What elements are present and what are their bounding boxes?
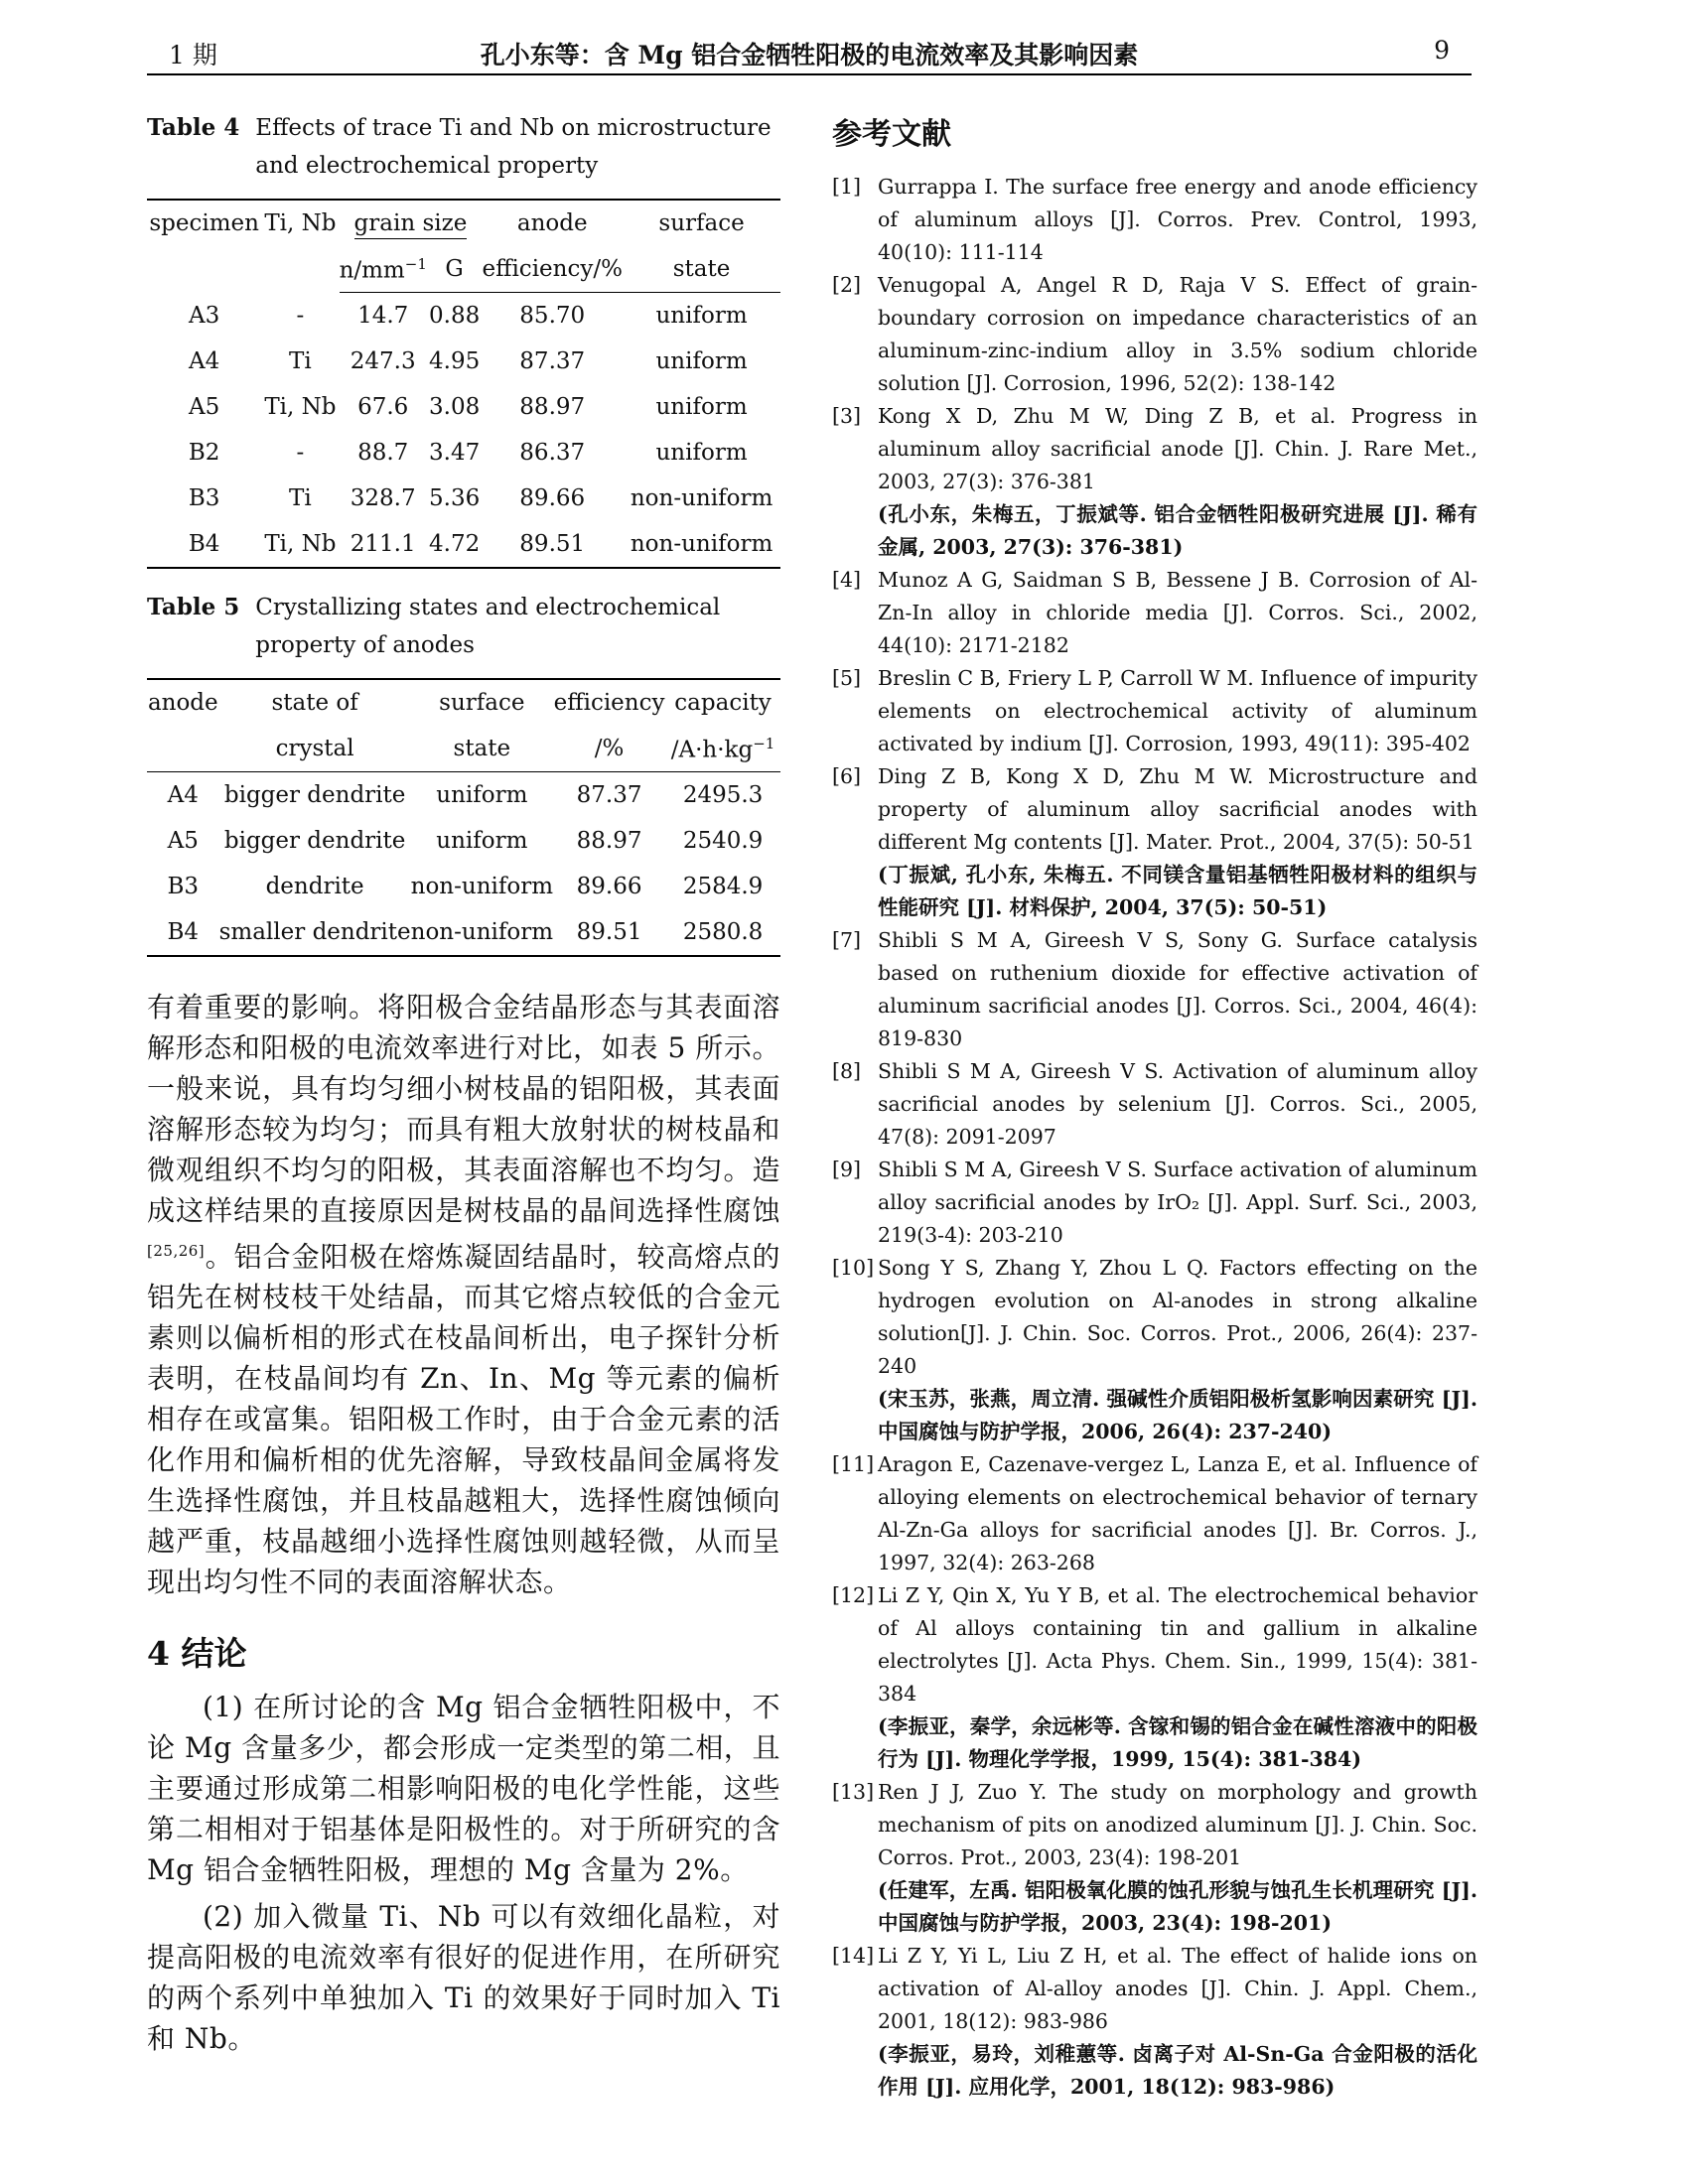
table5-head-state-of: state of [219, 679, 411, 726]
table5-header-row-2 [147, 726, 780, 772]
reference-text [878, 924, 1477, 1055]
reference-citation: Shibli S M A, Gireesh V S, Sony G. Surface catalysis based on ruthenium dioxide for effective activation of aluminum sacrificial anodes [J]. Corros. Sci., 2004, 46(4): 819-830 [878, 928, 1477, 1050]
reference-text [878, 1252, 1477, 1448]
table4-head-efficiency: efficiency/% [482, 246, 623, 293]
table4-head-tinb: Ti, Nb [261, 200, 339, 246]
table4-head-n: $n/mm^{-1}$ [340, 246, 427, 293]
table4-head-g: G [427, 246, 482, 293]
reference-item [832, 1579, 1477, 1776]
table4-label: Table 4 [147, 114, 240, 141]
table-row: B3 dendrite non-uniform 89.66 2584.9 [167, 874, 764, 899]
table4-header-row-1 [147, 200, 780, 246]
reference-item [832, 1776, 1477, 1940]
reference-text [878, 1448, 1477, 1579]
reference-chinese-citation: (宋玉苏，张燕，周立清. 强碱性介质铝阳极析氢影响因素研究 [J]. 中国腐蚀与防护学报，2006, 26(4): 237-240) [878, 1387, 1477, 1443]
table4-head-anode: anode [482, 200, 623, 246]
table5-caption [147, 589, 780, 664]
reference-item [832, 1448, 1477, 1579]
reference-number: [6] [832, 764, 862, 788]
table4 [147, 199, 780, 569]
table4-head-state: state [623, 246, 780, 293]
reference-number: [2] [832, 273, 862, 297]
reference-text [878, 1579, 1477, 1776]
table4-caption-text: Effects of trace Ti and Nb on microstructure and electrochemical property [255, 115, 772, 179]
reference-text [878, 760, 1477, 924]
section-heading: 4 结论 [147, 1634, 247, 1674]
reference-item [832, 1055, 1477, 1154]
reference-number: [3] [832, 404, 862, 428]
running-title: 孔小东等：含 Mg 铝合金牺牲阳极的电流效率及其影响因素 [480, 41, 1139, 69]
table5-head-pct: /% [553, 726, 665, 772]
reference-text [878, 269, 1477, 400]
reference-item [832, 1940, 1477, 2104]
table4-head-grain-size: grain size [340, 200, 483, 246]
table-row: A4 bigger dendrite uniform 87.37 2495.3 [167, 782, 764, 808]
references-list [832, 171, 1477, 2104]
table5-header-row-1 [147, 679, 780, 726]
reference-number: [1] [832, 175, 862, 199]
table5-head-surface: surface [411, 679, 553, 726]
table-row: A4 Ti 247.3 4.95 87.37 uniform [188, 348, 748, 374]
table5-head-crystal: crystal [219, 726, 411, 772]
table-row: B4 smaller dendrite non-uniform 89.51 2580.8 [147, 909, 780, 956]
conclusion-1: (1) 在所讨论的含 Mg 铝合金牺牲阳极中，不论 Mg 含量多少，都会形成一定类型的第二相，且主要通过形成第二相影响阳极的电化学性能，这些第二相相对于铝基体是阳极性的。对于所研究的含 Mg 铝合金牺牲阳极，理想的 Mg 含量为 2%。 [147, 1691, 780, 1887]
table5-head-anode: anode [147, 679, 219, 726]
reference-text [878, 1776, 1477, 1940]
reference-citation: Venugopal A, Angel R D, Raja V S. Effect of grain-boundary corrosion on impedance characteristics of an aluminum-zinc-indium alloy in 3.5% sodium chloride solution [J]. Corrosion, 1996, 52(2): 138-142 [878, 273, 1477, 395]
table5-label: Table 5 [147, 594, 240, 620]
table4-head-specimen: specimen [147, 200, 261, 246]
references-heading: 参考文献 [832, 117, 951, 152]
table-row: A5 bigger dendrite uniform 88.97 2540.9 [167, 828, 764, 854]
reference-text [878, 662, 1477, 760]
reference-item [832, 1252, 1477, 1448]
reference-text [878, 1055, 1477, 1154]
reference-number: [7] [832, 928, 862, 952]
reference-citation: Li Z Y, Yi L, Liu Z H, et al. The effect of halide ions on activation of Al-alloy anodes [J]. Chin. J. Appl. Chem., 2001, 18(12): 983-986 [878, 1944, 1477, 2033]
reference-text [878, 564, 1477, 662]
reference-citation: Li Z Y, Qin X, Yu Y B, et al. The electrochemical behavior of Al alloys containing tin and gallium in alkaline electrolytes [J]. Acta Phys. Chem. Sin., 1999, 15(4): 381-384 [878, 1583, 1477, 1706]
table4-header-row-2 [147, 246, 780, 293]
page-number: 9 [1434, 36, 1450, 65]
reference-number: [14] [832, 1944, 875, 1968]
table-row: A3 - 14.7 0.88 85.70 uniform [188, 302, 748, 329]
reference-citation: Ding Z B, Kong X D, Zhu M W. Microstructure and property of aluminum alloy sacrificial anodes with different Mg contents [J]. Mater. Prot., 2004, 37(5): 50-51 [878, 764, 1477, 854]
reference-citation: Song Y S, Zhang Y, Zhou L Q. Factors effecting on the hydrogen evolution on Al-anodes in strong alkaline solution[J]. J. Chin. Soc. Corros. Prot., 2006, 26(4): 237-240 [878, 1256, 1477, 1378]
reference-item [832, 662, 1477, 760]
table-row: B3 Ti 328.7 5.36 89.66 non-uniform [188, 485, 774, 511]
issue-number: 1 期 [169, 41, 217, 69]
table5-head-efficiency: efficiency [553, 679, 665, 726]
reference-citation: Kong X D, Zhu M W, Ding Z B, et al. Progress in aluminum alloy sacrificial anode [J]. Chin. J. Rare Met., 2003, 27(3): 376-381 [878, 404, 1477, 493]
reference-number: [11] [832, 1452, 875, 1476]
reference-citation: Shibli S M A, Gireesh V S. Surface activation of aluminum alloy sacrificial anodes by IrO₂ [J]. Appl. Surf. Sci., 2003, 219(3-4): 203-210 [878, 1158, 1477, 1247]
table5-caption-text: Crystallizing states and electrochemical property of anodes [255, 595, 721, 658]
reference-chinese-citation: (任建军，左禹. 铝阳极氧化膜的蚀孔形貌与蚀孔生长机理研究 [J]. 中国腐蚀与防护学报，2003, 23(4): 198-201) [878, 1878, 1477, 1935]
reference-chinese-citation: (李振亚，易玲，刘稚蕙等. 卤离子对 Al-Sn-Ga 合金阳极的活化作用 [J]. 应用化学，2001, 18(12): 983-986) [878, 2042, 1477, 2099]
table4-caption [147, 109, 780, 185]
reference-chinese-citation: (孔小东，朱梅五，丁振斌等. 铝合金牺牲阳极研究进展 [J]. 稀有金属, 2003, 27(3): 376-381) [878, 502, 1477, 559]
reference-text [878, 400, 1477, 564]
conclusion-2: (2) 加入微量 Ti、Nb 可以有效细化晶粒，对提高阳极的电流效率有很好的促进作用，在所研究的两个系列中单独加入 Ti 的效果好于同时加入 Ti 和 Nb。 [147, 1900, 780, 2056]
table-row: B4 Ti, Nb 211.1 4.72 89.51 non-uniform [147, 521, 780, 568]
reference-item [832, 400, 1477, 564]
reference-chinese-citation: (李振亚，秦学，余远彬等. 含镓和锡的铝合金在碱性溶液中的阳极行为 [J]. 物理化学学报，1999, 15(4): 381-384) [878, 1714, 1477, 1771]
table-row: A5 Ti, Nb 67.6 3.08 88.97 uniform [188, 394, 748, 420]
reference-number: [5] [832, 666, 862, 690]
reference-item [832, 760, 1477, 924]
reference-citation: Ren J J, Zuo Y. The study on morphology and growth mechanism of pits on anodized aluminum [J]. J. Chin. Soc. Corros. Prot., 2003, 23(4): 198-201 [878, 1780, 1477, 1869]
reference-number: [9] [832, 1158, 862, 1181]
table5-head-capacity: capacity [665, 679, 780, 726]
body-paragraph: 有着重要的影响。将阳极合金结晶形态与其表面溶解形态和阳极的电流效率进行对比，如表 5 所示。一般来说，具有均匀细小树枝晶的铝阳极，其表面溶解形态较为均匀；而具有粗大放射状的树枝晶和微观组织不均匀的阳极，其表面溶解也不均匀。造成这样结果的直接原因是树枝晶的晶间选择性腐蚀 [25,26]。铝合金阳极在熔炼凝固结晶时，较高熔点的铝先在树枝枝干处结晶，而其它熔点较低的合金元素则以偏析相的形式在枝晶间析出，电子探针分析表明，在枝晶间均有 Zn、In、Mg 等元素的偏析相存在或富集。铝阳极工作时，由于合金元素的活化作用和偏析相的优先溶解，导致枝晶间金属将发生选择性腐蚀，并且枝晶越粗大，选择性腐蚀倾向越严重，枝晶越细小选择性腐蚀则越轻微，从而呈现出均匀性不同的表面溶解状态。 [147, 991, 780, 1599]
reference-item [832, 171, 1477, 269]
reference-citation: Breslin C B, Friery L P, Carroll W M. Influence of impurity elements on electrochemical activity of aluminum activated by indium [J]. Corrosion, 1993, 49(11): 395-402 [878, 666, 1477, 755]
reference-number: [4] [832, 568, 862, 592]
table5-head-state: state [411, 726, 553, 772]
table-row: B2 - 88.7 3.47 86.37 uniform [188, 440, 748, 466]
reference-item [832, 924, 1477, 1055]
reference-citation: Gurrappa I. The surface free energy and anode efficiency of aluminum alloys [J]. Corros. Prev. Control, 1993, 40(10): 111-114 [878, 175, 1477, 264]
reference-citation: Shibli S M A, Gireesh V S. Activation of aluminum alloy sacrificial anodes by selenium [J]. Corros. Sci., 2005, 47(8): 2091-2097 [878, 1059, 1477, 1149]
references-column [832, 109, 1477, 2104]
reference-citation: Munoz A G, Saidman S B, Bessene J B. Corrosion of Al-Zn-In alloy in chloride media [J]. Corros. Sci., 2002, 44(10): 2171-2182 [878, 568, 1477, 657]
reference-number: [13] [832, 1780, 875, 1804]
reference-item [832, 564, 1477, 662]
reference-number: [8] [832, 1059, 862, 1083]
reference-citation: Aragon E, Cazenave-vergez L, Lanza E, et al. Influence of alloying elements on electrochemical behavior of ternary Al-Zn-Ga alloys for sacrificial anodes [J]. Br. Corros. J., 1997, 32(4): 263-268 [878, 1452, 1477, 1574]
reference-item [832, 269, 1477, 400]
page-header [147, 34, 1472, 75]
table4-head-surface: surface [623, 200, 780, 246]
reference-number: [12] [832, 1583, 875, 1607]
left-column [147, 109, 780, 2059]
reference-item [832, 1154, 1477, 1252]
table5-head-cap-unit: $/A\cdot h\cdot kg^{-1}$ [665, 726, 780, 772]
reference-text [878, 171, 1477, 269]
reference-text [878, 1154, 1477, 1252]
reference-chinese-citation: (丁振斌, 孔小东, 朱梅五. 不同镁含量铝基牺牲阳极材料的组织与性能研究 [J]. 材料保护, 2004, 37(5): 50-51) [878, 863, 1477, 919]
table5 [147, 678, 780, 957]
reference-number: [10] [832, 1256, 875, 1280]
reference-text [878, 1940, 1477, 2104]
